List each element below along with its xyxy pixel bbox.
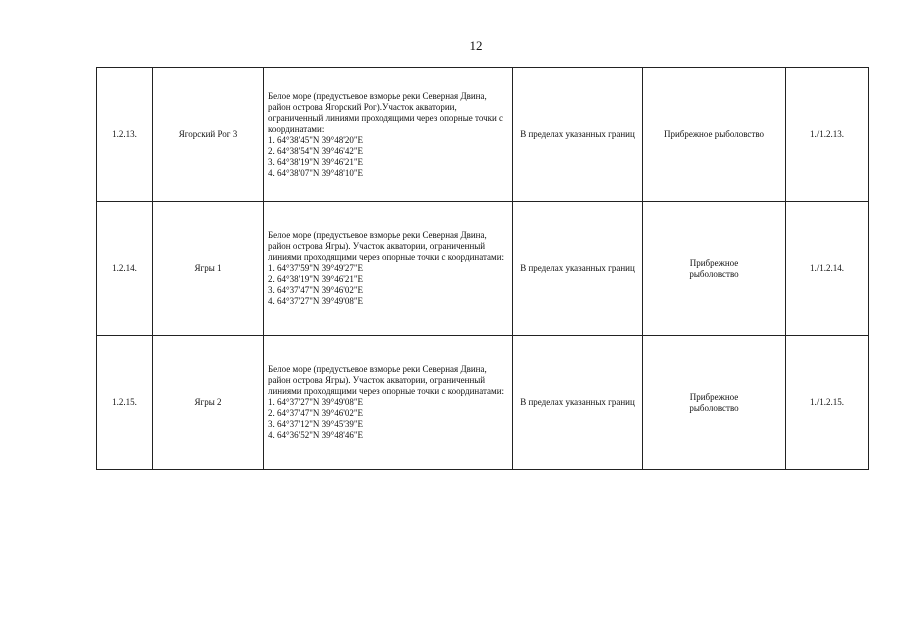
table-row (97, 68, 869, 202)
area-name: Ягорский Рог 3 (178, 129, 238, 139)
coordinate-list (268, 397, 508, 441)
area-description: Белое море (предустьевое взморье реки Северная Двина, район острова Ягорский Рог).Участок акватории, ограниченный линиями проходящими через опорные точки с координатами: (268, 90, 504, 134)
coordinate-point: 2. 64°38'54"N 39°46'42"E (268, 145, 364, 156)
coordinate-point: 1. 64°37'27"N 39°49'08"E (268, 397, 364, 407)
area-description-cell (264, 68, 513, 202)
row-number-cell (97, 336, 153, 470)
coordinate-point: 3. 64°37'12"N 39°45'39"E (268, 419, 364, 429)
row-number-cell (97, 68, 153, 202)
coordinate-point: 3. 64°38'19"N 39°46'21"E (268, 156, 364, 167)
coordinate-list (268, 135, 508, 179)
page-number: 12 (469, 38, 483, 53)
row-number: 1.2.15. (112, 397, 137, 407)
fishing-type: Прибрежное рыболовство (663, 129, 765, 139)
fishing-type: Прибрежное рыболовство (689, 257, 739, 279)
boundaries-text: В пределах указанных границ (520, 129, 635, 139)
area-name-cell (153, 202, 264, 336)
coordinate-point: 4. 64°36'52"N 39°48'46"E (268, 430, 364, 440)
coordinate-list (268, 263, 508, 307)
coordinate-point: 1. 64°38'45"N 39°48'20"E (268, 134, 364, 145)
fishing-areas-table (96, 67, 869, 470)
area-code: 1./1.2.14. (809, 263, 844, 273)
row-number-cell (97, 202, 153, 336)
fishing-type-cell (643, 68, 786, 202)
fishing-type: Прибрежное рыболовство (689, 391, 739, 413)
area-description: Белое море (предустьевое взморье реки Северная Двина, район острова Ягры). Участок акватории, ограниченный линиями проходящими через опорные точки с координатами: (268, 364, 505, 396)
coordinate-point: 4. 64°38'07"N 39°48'10"E (268, 167, 364, 178)
table-row (97, 202, 869, 336)
area-name-cell (153, 68, 264, 202)
area-code-cell (786, 336, 869, 470)
table-row (97, 336, 869, 470)
area-code-cell (786, 68, 869, 202)
area-description: Белое море (предустьевое взморье реки Северная Двина, район острова Ягры). Участок акватории, ограниченный линиями проходящими через опорные точки с координатами: (268, 230, 505, 262)
boundaries-cell (513, 202, 643, 336)
row-number: 1.2.13. (112, 129, 137, 139)
area-code: 1./1.2.13. (809, 129, 844, 139)
coordinate-point: 2. 64°38'19"N 39°46'21"E (268, 274, 364, 284)
area-code: 1./1.2.15. (809, 397, 844, 407)
coordinate-point: 2. 64°37'47"N 39°46'02"E (268, 408, 364, 418)
coordinate-point: 1. 64°37'59"N 39°49'27"E (268, 263, 364, 273)
area-description-cell (264, 202, 513, 336)
area-name-cell (153, 336, 264, 470)
boundaries-cell (513, 68, 643, 202)
area-name: Ягры 2 (194, 397, 222, 407)
area-description-cell (264, 336, 513, 470)
fishing-type-cell (643, 336, 786, 470)
coordinate-point: 4. 64°37'27"N 39°49'08"E (268, 296, 364, 306)
area-name: Ягры 1 (194, 263, 222, 273)
boundaries-text: В пределах указанных границ (520, 397, 635, 407)
boundaries-cell (513, 336, 643, 470)
area-code-cell (786, 202, 869, 336)
fishing-type-cell (643, 202, 786, 336)
row-number: 1.2.14. (112, 263, 137, 273)
boundaries-text: В пределах указанных границ (520, 263, 635, 273)
coordinate-point: 3. 64°37'47"N 39°46'02"E (268, 285, 364, 295)
